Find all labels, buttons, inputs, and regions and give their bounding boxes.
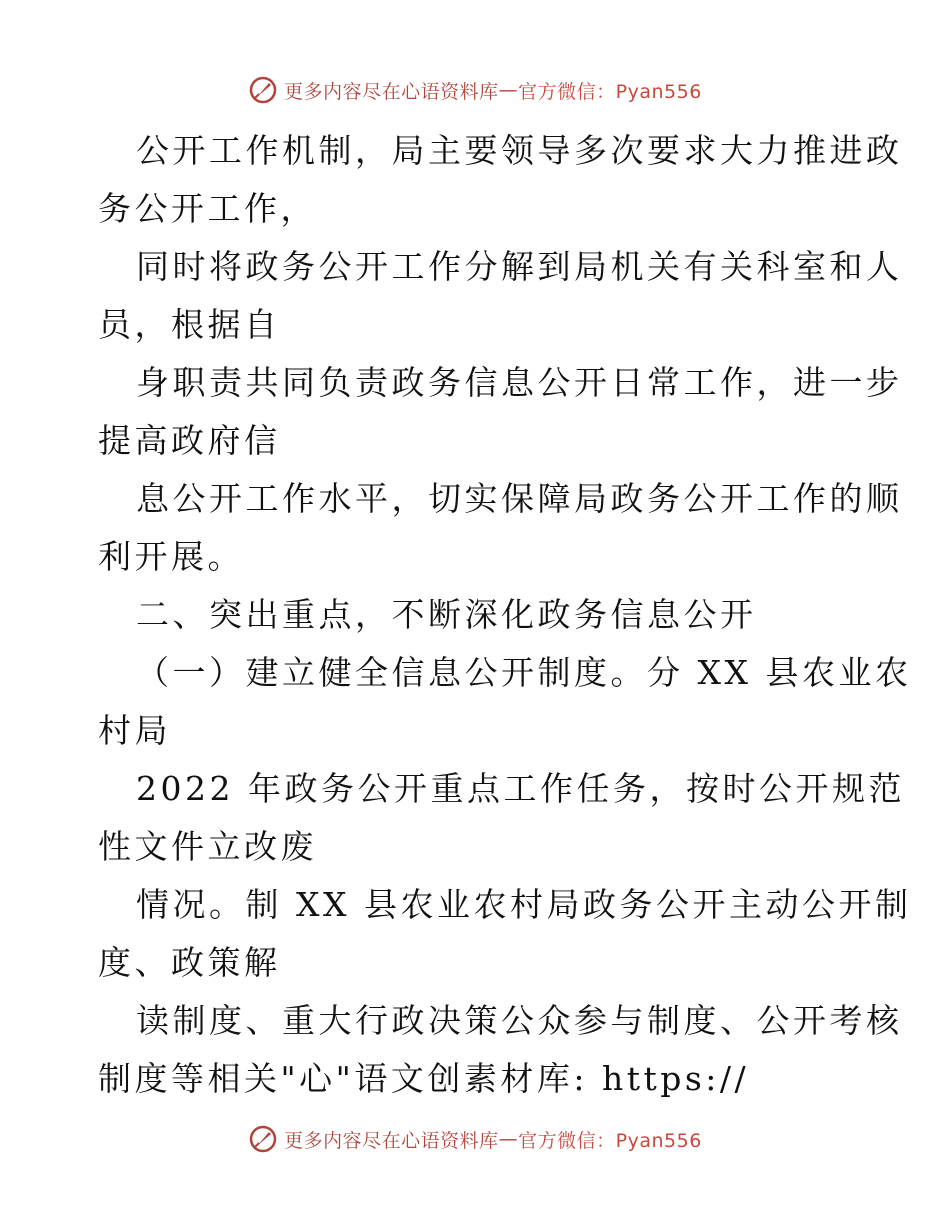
text-line: 息公开工作水平，切实保障局政务公开工作的顺 [136, 479, 903, 518]
text-line: 公开工作机制，局主要领导多次要求大力推进政 [136, 131, 903, 170]
text-line: 员，根据自 [98, 305, 281, 344]
header-banner [0, 70, 950, 110]
text-line: 村局 [98, 711, 171, 750]
banner-wechat: 官方微信：Pyan556 [518, 1129, 702, 1152]
text-line: 利开展。 [98, 537, 244, 576]
text-line: 性文件立改废 [98, 827, 317, 866]
banner-title: 更多内容尽在心语资料库 [284, 1129, 499, 1152]
text-line: 读制度、重大行政决策公众参与制度、公开考核 [136, 1001, 903, 1040]
feather-quill-logo-icon [248, 1124, 278, 1154]
section-heading: 二、突出重点，不断深化政务信息公开 [136, 595, 757, 634]
banner-wechat: 官方微信：Pyan556 [518, 80, 702, 103]
document-body [98, 122, 912, 1108]
banner-title: 更多内容尽在心语资料库 [284, 80, 499, 103]
banner-separator: — [498, 1128, 519, 1150]
footer-banner [0, 1119, 950, 1159]
text-line: （一）建立健全信息公开制度。分 XX 县农业农 [136, 653, 912, 692]
text-line: 度、政策解 [98, 943, 281, 982]
banner-separator: — [498, 79, 519, 101]
text-line: 身职责共同负责政务信息公开日常工作，进一步 [136, 363, 903, 402]
text-line: 同时将政务公开工作分解到局机关有关科室和人 [136, 247, 903, 286]
text-line: 情况。制 XX 县农业农村局政务公开主动公开制 [136, 885, 912, 924]
text-line: 提高政府信 [98, 421, 281, 460]
text-line: 制度等相关"心"语文创素材库: https:// [98, 1059, 750, 1098]
text-line: 2022 年政务公开重点工作任务，按时公开规范 [136, 769, 905, 808]
feather-quill-logo-icon [248, 75, 278, 105]
text-line: 务公开工作， [98, 189, 317, 228]
